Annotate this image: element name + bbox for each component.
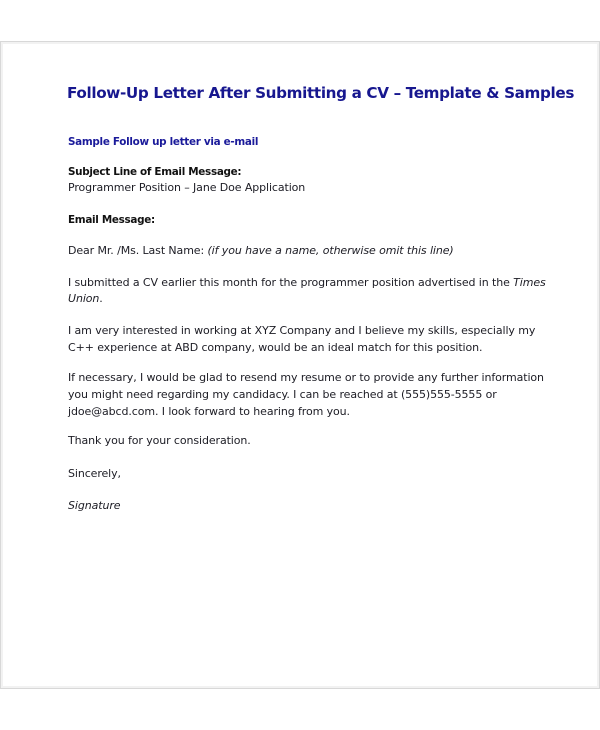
section-heading: Sample Follow up letter via e-mail [68,136,259,148]
paragraph-1-text: I submitted a CV earlier this month for the programmer position advertised in the [68,276,514,289]
subject-label: Subject Line of Email Message: [68,166,242,178]
paragraph-4: Thank you for your consideration. [68,434,251,447]
newspaper-name-part-2: Union [68,292,100,305]
document-title: Follow-Up Letter After Submitting a CV – Template & Samples [67,84,575,102]
paragraph-3-line-3: jdoe@abcd.com. I look forward to hearing from you. [68,405,350,418]
paragraph-3-line-2: you might need regarding my candidacy. I can be reached at (555)555-5555 or [68,388,497,401]
closing: Sincerely, [68,467,121,480]
paragraph-1-line-1 [68,276,546,290]
salutation-text: Dear Mr. /Ms. Last Name: [68,244,208,257]
subject-value: Programmer Position – Jane Doe Application [68,181,306,194]
salutation [68,244,454,258]
paragraph-2-line-1: I am very interested in working at XYZ Company and I believe my skills, especially my [68,324,536,337]
paragraph-3-line-1: If necessary, I would be glad to resend my resume or to provide any further information [68,371,544,384]
message-label: Email Message: [68,214,155,226]
paragraph-1-line-2 [68,292,103,306]
newspaper-name-part-1: Times [513,276,546,289]
signature: Signature [68,499,121,512]
salutation-note: (if you have a name, otherwise omit this line) [207,244,454,257]
paragraph-1-end: . [99,292,103,305]
paragraph-2-line-2: C++ experience at ABD company, would be an ideal match for this position. [68,341,483,354]
